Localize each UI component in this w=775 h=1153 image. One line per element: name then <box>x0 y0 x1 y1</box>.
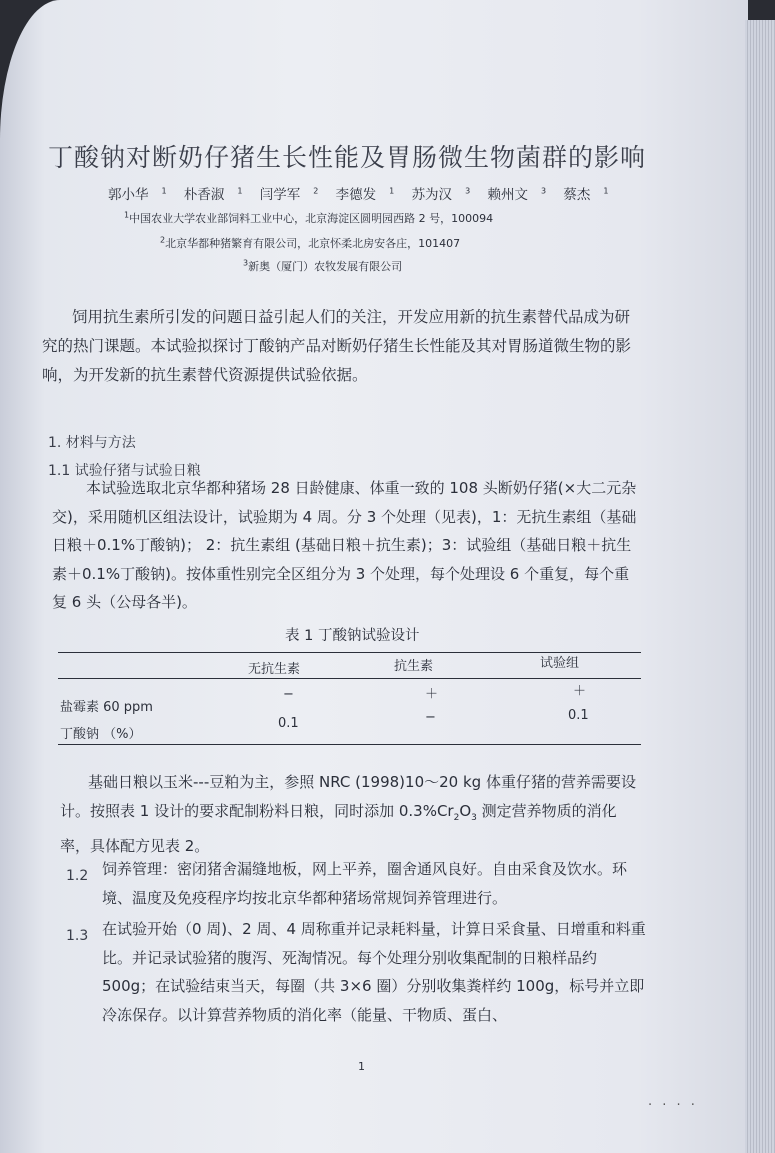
subsection-number: 1.3 <box>66 928 89 944</box>
table-header: 无抗生素 <box>248 662 301 677</box>
body-paragraph: 本试验选取北京华都种猪场 28 日龄健康、体重一致的 108 头断奶仔猪(×大二元杂交)，采用随机区组法设计，试验期为 4 周。分 3 个处理（见表)，1：无抗生素组（基础日粮＋0.1%丁酸钠)； 2：抗生素组 (基础日粮＋抗生素)；3：试验组（基础日粮＋抗生素＋0.1%丁酸钠)。按体重性别完全区组分为 3 个处理，每个处理设 6 个重复，每个重复 6 头（公母各半)。 <box>52 479 637 611</box>
author: 李德发 $^1$ <box>335 186 395 203</box>
table-header: 抗生素 <box>394 659 434 674</box>
table-cell: − <box>283 687 294 702</box>
author: 闫学军 $^2$ <box>259 186 319 203</box>
subsection-heading: 1.1 试验仔猪与试验日粮 <box>48 463 201 479</box>
table-cell: ＋ <box>425 687 439 702</box>
author: 苏为汉 $^3$ <box>411 186 471 203</box>
author: 郭小华 $^1$ <box>108 186 167 203</box>
author: 赖州文 $^3$ <box>487 186 547 203</box>
table-cell: − <box>425 710 436 725</box>
table-cell: ＋ <box>573 684 587 699</box>
table-header-rule <box>58 678 641 679</box>
table-cell: 0.1 <box>278 716 299 731</box>
body-paragraph: 基础日粮以玉米---豆粕为主，参照 NRC (1998)10～20 kg 体重仔猪的营养需要设计。按照表 1 设计的要求配制粉料日粮，同时添加 $0.3\%Cr_2O_3$ 测定营养物质的消化率，具体配方见表 2。 <box>60 773 636 855</box>
body-paragraph <box>102 855 647 912</box>
affiliation: $^3$新奥（厦门）农牧发展有限公司 <box>243 258 403 273</box>
author: 朴香淑 $^1$ <box>183 186 243 203</box>
page-title: 丁酸钠对断奶仔猪生长性能及胃肠微生物菌群的影响 <box>48 143 647 172</box>
table-cell: 0.1 <box>568 708 589 723</box>
abstract-paragraph: 饲用抗生素所引发的问题日益引起人们的关注，开发应用新的抗生素替代品成为研究的热门课题。本试验拟探讨丁酸钠产品对断奶仔猪生长性能及其对胃肠道微生物的影响，为开发新的抗生素替代资源提供试验依据。 <box>42 308 632 384</box>
table-row-label: 丁酸钠 （%） <box>60 727 142 742</box>
body-text: 饲养管理：密闭猪舍漏缝地板，网上平养，圈舍通风良好。自由采食及饮水。环境、温度及免疫程序均按北京华都种猪场常规饲养管理进行。 <box>102 860 628 907</box>
subsection-number: 1.2 <box>66 868 89 884</box>
affiliation: $^1$中国农业大学农业部饲料工业中心，北京海淀区圆明园西路 2 号，100094 <box>124 210 494 225</box>
section-heading: 1. 材料与方法 <box>48 435 136 451</box>
author: 蔡杰 $^1$ <box>563 186 609 203</box>
page-stack-edge <box>745 20 775 1153</box>
affiliation: $^2$北京华都种猪繁育有限公司，北京怀柔北房安各庄，101407 <box>160 235 461 250</box>
table-row-label: 盐霉素 60 ppm <box>60 700 153 715</box>
table-bottom-rule <box>58 744 641 745</box>
author-list <box>108 183 621 203</box>
table-header: 试验组 <box>540 656 580 671</box>
footer-dots: . . . . <box>648 1094 698 1109</box>
table-caption: 表 1 丁酸钠试验设计 <box>285 628 420 644</box>
page-number: 1 <box>358 1060 365 1073</box>
body-paragraph: 在试验开始（0 周)、2 周、4 周称重并记录耗料量，计算日采食量、日增重和料重比。并记录试验猪的腹泻、死淘情况。每个处理分别收集配制的日粮样品约 500g；在试验结束当天，每圈（共 3×6 圈）分别收集粪样约 100g，标号并立即冷冻保存。以计算营养物质的消化率（能量、干物质、蛋白、 <box>102 920 646 1024</box>
